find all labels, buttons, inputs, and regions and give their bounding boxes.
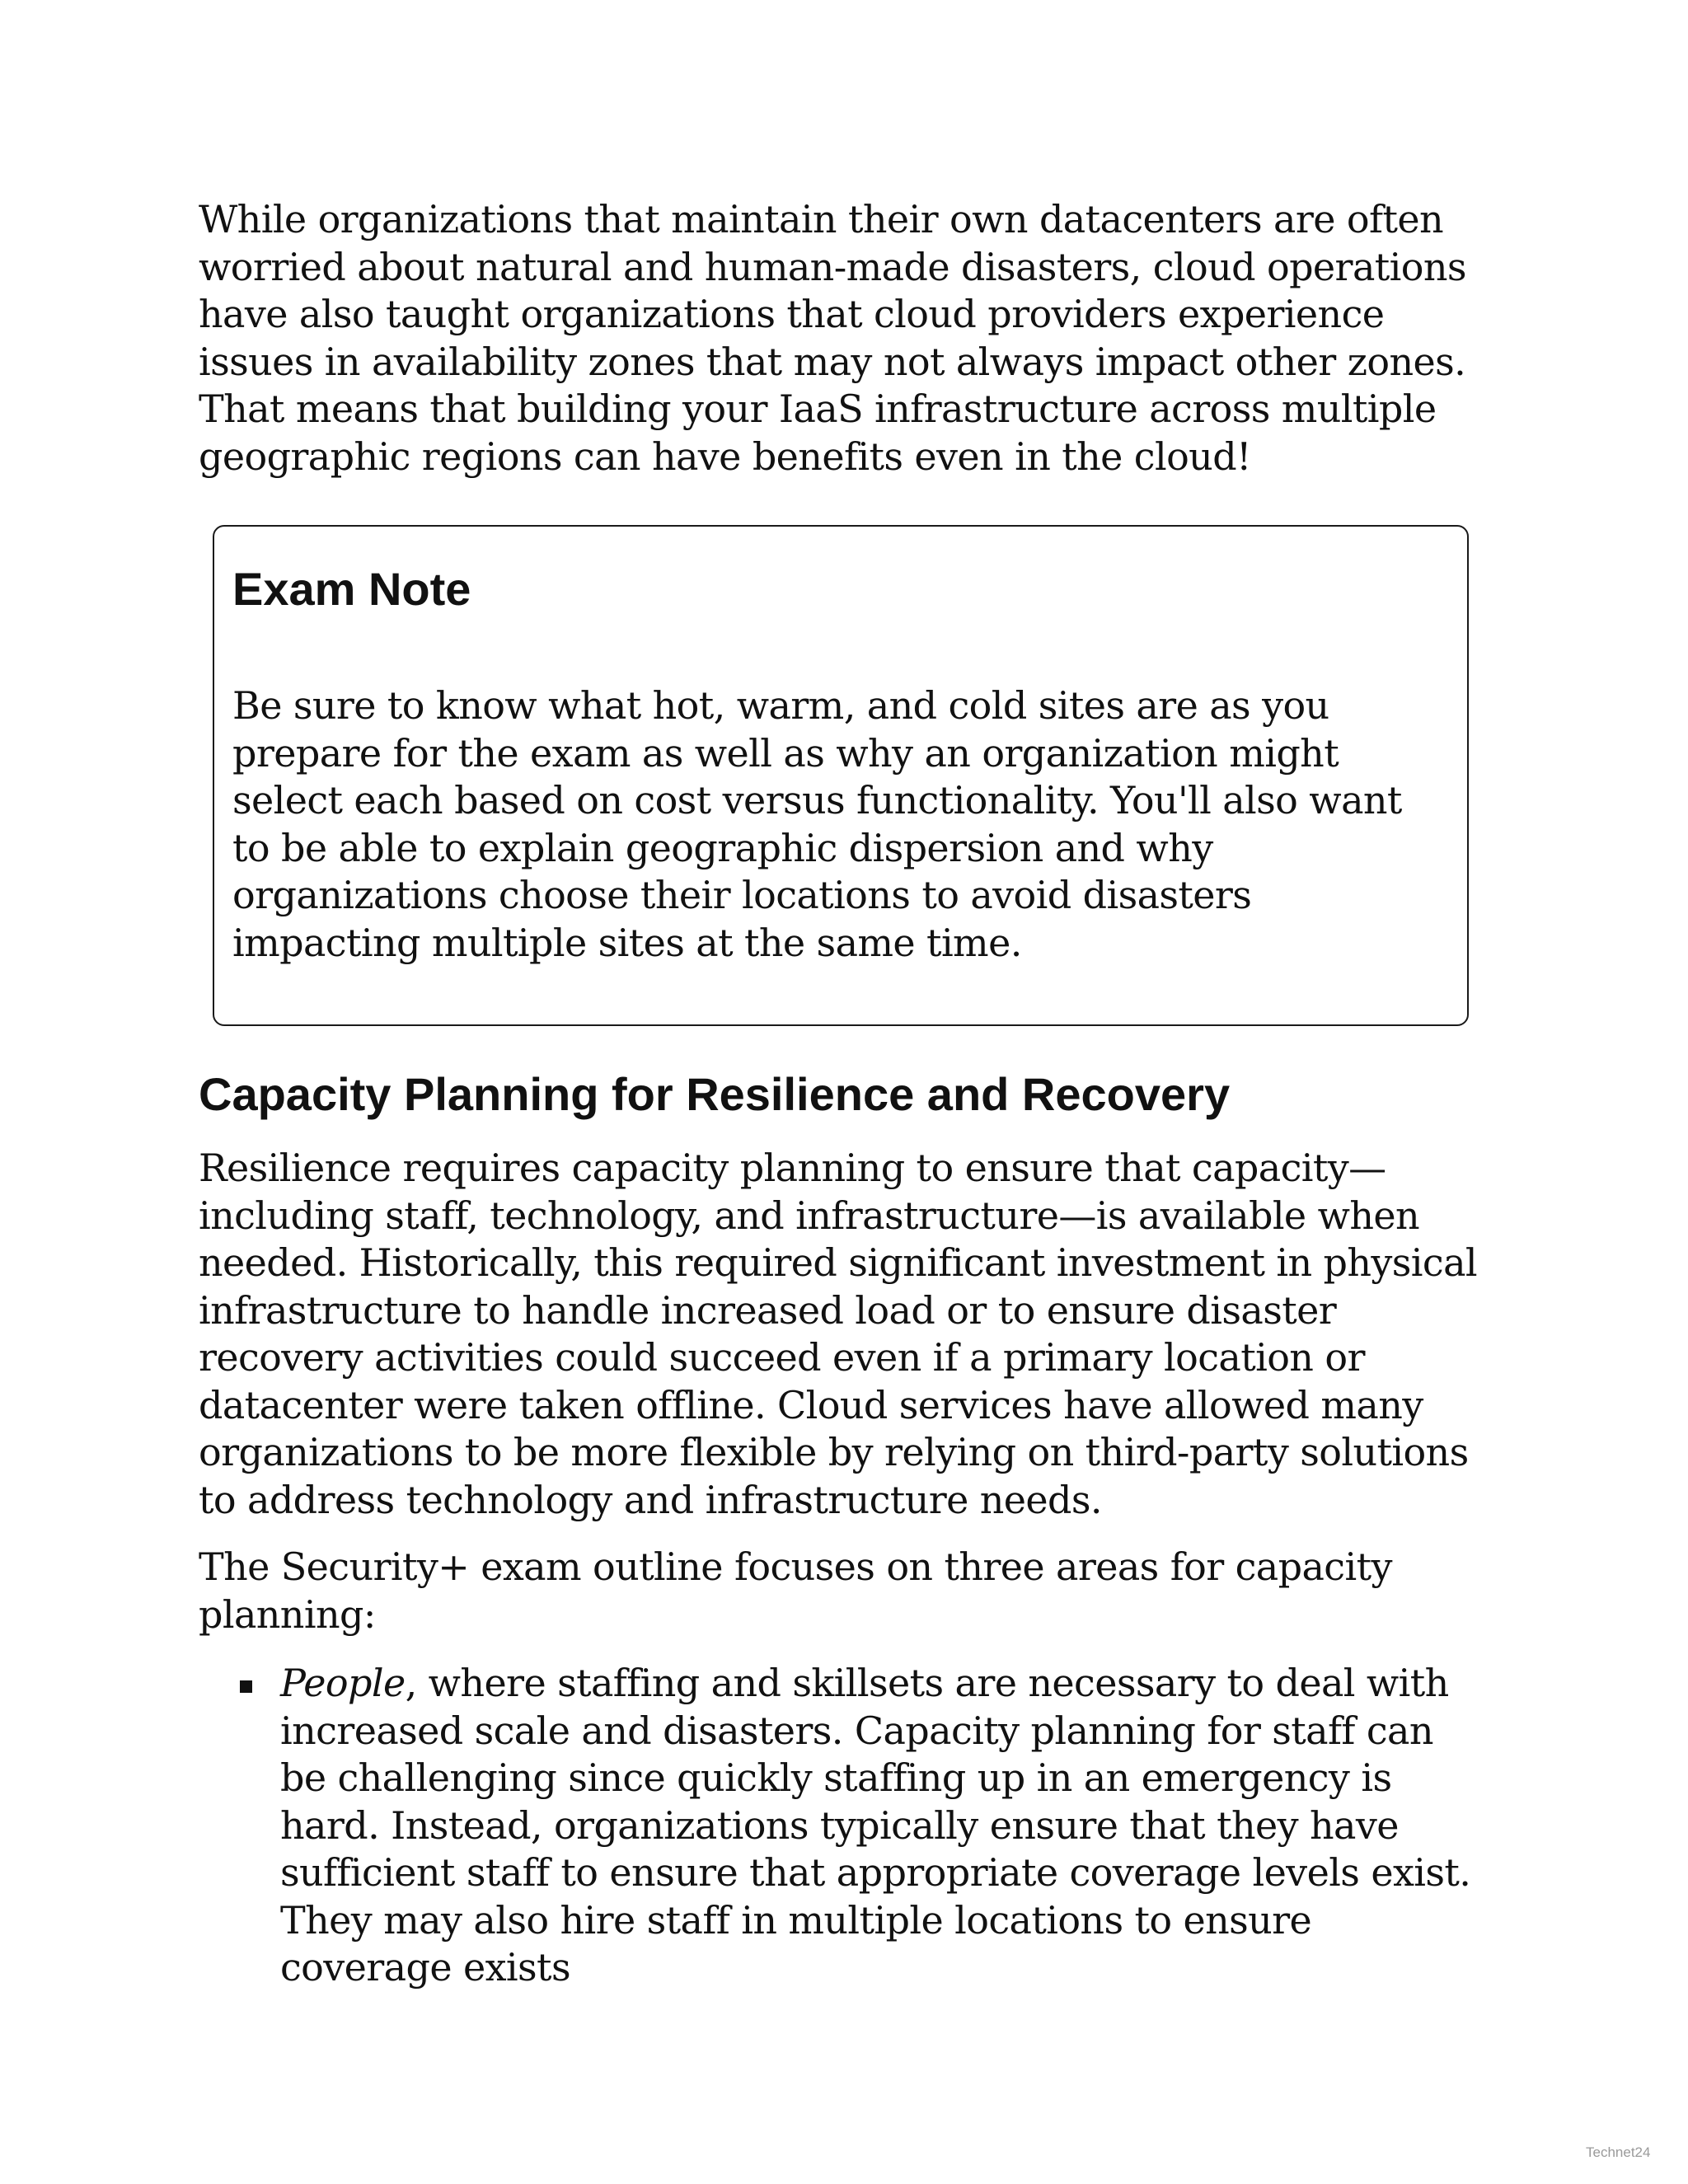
section-heading: Capacity Planning for Resilience and Recovery — [199, 1068, 1231, 1120]
intro-paragraph: While organizations that maintain their own datacenters are often worried about natural and human-made disasters, cloud operations have also taught organizations that cloud providers experience issues in availability zones that may not always impact other zones. That means that building your IaaS infrastructure across multiple geographic regions can have benefits even in the cloud! — [199, 197, 1466, 479]
square-bullet-icon — [240, 1680, 252, 1693]
exam-note-box — [213, 525, 1469, 1026]
watermark: Technet24 — [1586, 2144, 1651, 2160]
exam-note-body: Be sure to know what hot, warm, and cold sites are as you prepare for the exam as well as why an organization might select each based on cost versus functionality. You'll also want to be able to explain geographic dispersion and why organizations choose their locations to avoid disasters impacting multiple sites at the same time. — [232, 683, 1402, 965]
list-item-term: People — [280, 1661, 406, 1705]
exam-note-title: Exam Note — [232, 563, 471, 615]
capacity-paragraph-2: The Security+ exam outline focuses on three areas for capacity planning: — [199, 1544, 1392, 1637]
capacity-paragraph-1: Resilience requires capacity planning to ensure that capacity—including staff, technology, and infrastructure—is available when needed. Historically, this required significant investment in physical infrastructure to handle increased load or to ensure disaster recovery activities could succeed even if a primary location or datacenter were taken offline. Cloud services have allowed many organizations to be more flexible by relying on third-party solutions to address technology and infrastructure needs. — [199, 1146, 1478, 1522]
capacity-areas-list — [280, 1660, 1484, 1992]
list-item-text: , where staffing and skillsets are necessary to deal with increased scale and disasters. Capacity planning for staff can be challenging since quickly staffing up in an emergency is hard. Instead, organizations typically ensure that they have sufficient staff to ensure that appropriate coverage levels exist. They may also hire staff in multiple locations to ensure coverage exists — [280, 1661, 1471, 1990]
list-item — [280, 1660, 1484, 1992]
